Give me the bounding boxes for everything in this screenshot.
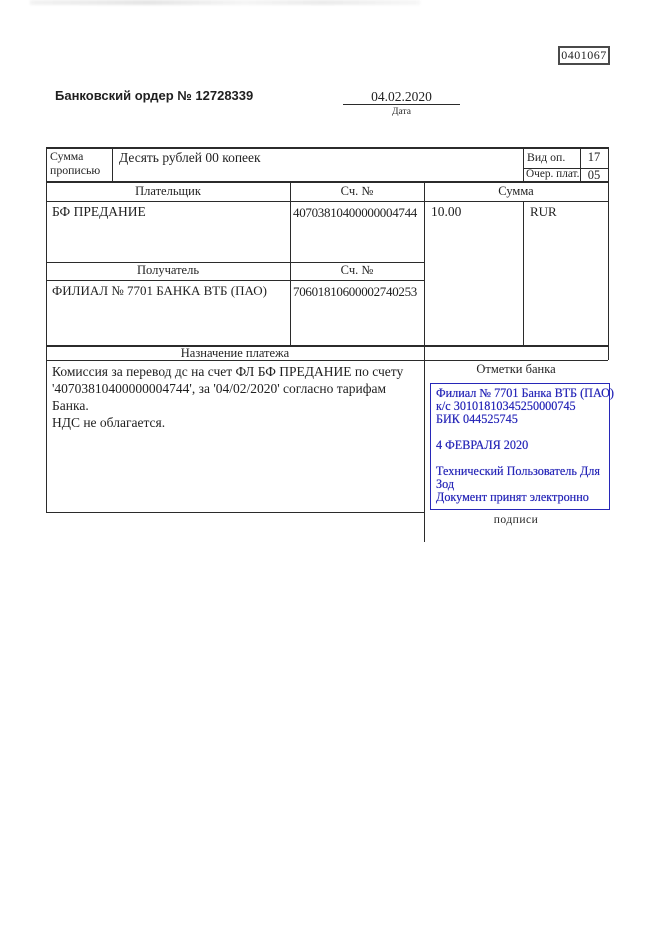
op-type-left-border xyxy=(523,147,524,181)
scan-artifact xyxy=(30,0,420,5)
payer-column-header: Плательщик xyxy=(135,184,201,198)
purpose-text xyxy=(52,363,424,431)
payer-name: БФ ПРЕДАНИЕ xyxy=(52,204,146,219)
table-border-right xyxy=(608,147,609,360)
stamp-line-bik: БИК 044525745 xyxy=(436,412,518,426)
stamp-line-operator: Технический Пользователь Для xyxy=(436,464,600,478)
purpose-line: НДС не облагается. xyxy=(52,415,166,430)
stamp-line-operator2: Зод xyxy=(436,477,455,491)
table-border-left xyxy=(46,147,47,513)
bank-stamp xyxy=(430,383,614,510)
amount-value: 10.00 xyxy=(431,204,462,219)
amount-currency: RUR xyxy=(530,204,557,219)
signatures-label: подписи xyxy=(493,514,539,526)
date-value: 04.02.2020 xyxy=(371,89,432,104)
amount-words-row-bottom xyxy=(46,181,608,183)
purpose-header: Назначение платежа xyxy=(180,346,290,360)
priority-label: Очер. плат. xyxy=(526,168,580,180)
stamp-line-bank-name: Филиал № 7701 Банка ВТБ (ПАО) xyxy=(436,386,614,400)
amount-words-label-divider xyxy=(112,147,113,181)
op-type-label: Вид оп. xyxy=(527,150,566,164)
priority-value: 05 xyxy=(587,168,601,182)
stamp-line-accepted: Документ принят электронно xyxy=(436,490,589,504)
amount-in-words-label: Сумма прописью xyxy=(50,149,101,177)
bank-marks-header: Отметки банка xyxy=(476,362,556,376)
form-code: 0401067 xyxy=(561,48,607,62)
stamp-line-date: 4 ФЕВРАЛЯ 2020 xyxy=(436,438,529,452)
recipient-column-header: Получатель xyxy=(136,263,200,277)
form-code-box xyxy=(558,46,610,65)
recipient-account-number: 70601810600002740253 xyxy=(293,284,418,299)
purpose-line: Комиссия за перевод дс на счет ФЛ БФ ПРЕДАНИЕ по счету xyxy=(52,364,404,379)
signature-line xyxy=(46,512,425,513)
recipient-header-bottom xyxy=(46,280,424,281)
recipient-account-header: Сч. № xyxy=(340,263,374,277)
document-title: Банковский ордер № 12728339 xyxy=(55,88,254,103)
payer-account-header: Сч. № xyxy=(340,184,374,198)
recipient-name: ФИЛИАЛ № 7701 БАНКА ВТБ (ПАО) xyxy=(52,283,267,298)
payer-account-number: 40703810400000004744 xyxy=(293,205,418,220)
stamp-line-corr-account: к/с 30101810345250000745 xyxy=(436,399,576,413)
purpose-line: '40703810400000004744', за '04/02/2020' согласно тарифам Банка. xyxy=(52,381,387,413)
date-label: Дата xyxy=(392,107,411,117)
op-type-value: 17 xyxy=(587,150,601,164)
amount-column-header: Сумма xyxy=(498,184,534,198)
currency-divider xyxy=(523,201,524,345)
amount-in-words-value: Десять рублей 00 копеек xyxy=(119,150,261,165)
date-underline xyxy=(343,104,460,105)
